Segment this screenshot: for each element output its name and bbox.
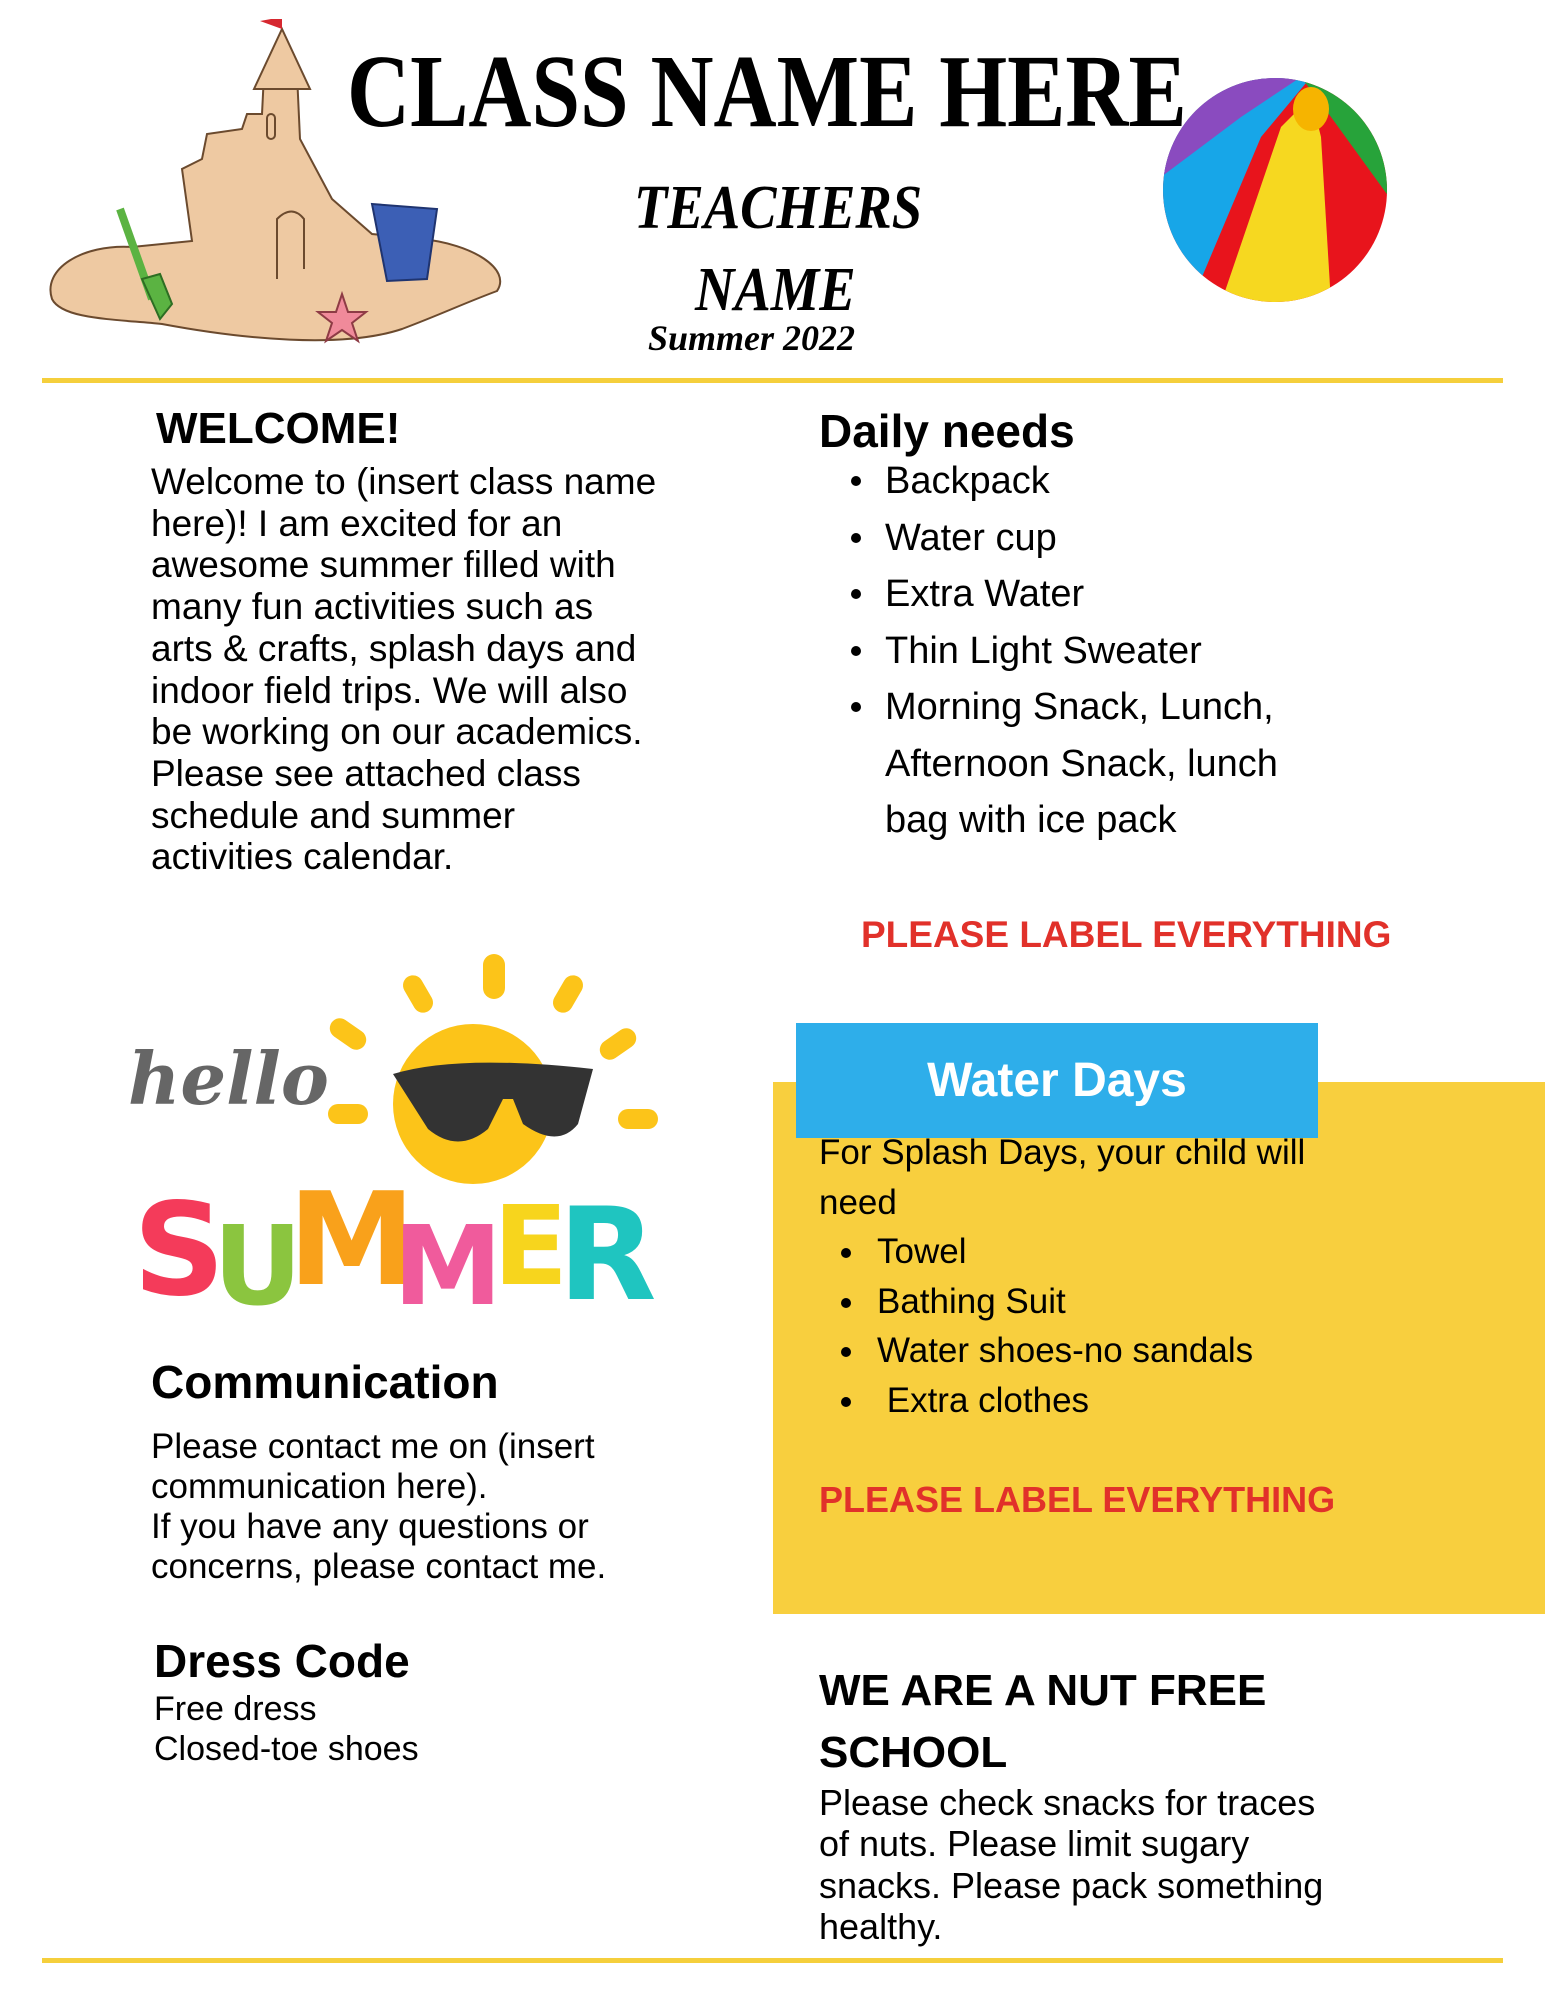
water-days-intro: [819, 1128, 1305, 1228]
nut-free-text: [819, 1782, 1323, 1947]
list-item: [851, 453, 1278, 510]
dress-code-line: Free dress: [154, 1690, 317, 1728]
list-item-text: Towel: [877, 1232, 967, 1271]
list-item-text: Water cup: [885, 516, 1057, 559]
welcome-line: Welcome to (insert class name: [151, 461, 657, 502]
list-item-text: Afternoon Snack, lunch: [885, 742, 1278, 785]
list-item: [851, 623, 1278, 680]
water-days-banner: [796, 1023, 1318, 1138]
dress-code-heading: Dress Code: [154, 1635, 410, 1687]
top-divider: [42, 378, 1503, 383]
communication-text: [151, 1427, 606, 1587]
list-item: [851, 679, 1278, 736]
daily-needs-list: [851, 453, 1278, 849]
communication-line: concerns, please contact me.: [151, 1547, 607, 1586]
welcome-line: Please see attached class: [151, 752, 581, 794]
svg-text:U: U: [213, 1202, 303, 1314]
beach-ball-illustration: [1161, 77, 1389, 303]
list-item: [841, 1326, 1253, 1376]
list-item-text: Morning Snack, Lunch,: [885, 686, 1274, 728]
list-item-text: Extra clothes: [877, 1380, 1090, 1420]
water-days-intro-line: For Splash Days, your child will: [819, 1133, 1306, 1172]
svg-text:hello: hello: [128, 1036, 329, 1121]
list-item: [841, 1277, 1253, 1327]
bottom-divider: [42, 1958, 1503, 1963]
welcome-line: indoor field trips. We will also: [151, 669, 628, 711]
svg-text:S: S: [133, 1176, 226, 1314]
nut-free-line: healthy.: [819, 1905, 943, 1947]
label-everything-notice: PLEASE LABEL EVERYTHING: [861, 914, 1392, 955]
teacher-name-line1: TEACHERS: [634, 174, 923, 242]
welcome-line: arts & crafts, splash days and: [151, 627, 637, 669]
water-days-heading: Water Days: [927, 1054, 1187, 1107]
welcome-heading: WELCOME!: [156, 404, 401, 453]
list-item: [841, 1227, 1253, 1277]
welcome-line: awesome summer filled with: [151, 544, 616, 586]
nut-free-line: of nuts. Please limit sugary: [819, 1823, 1250, 1865]
communication-line: Please contact me on (insert: [151, 1427, 595, 1466]
term-label: Summer 2022: [648, 318, 856, 358]
water-days-list: [841, 1227, 1253, 1425]
list-item-continuation: [851, 792, 1278, 849]
daily-needs-heading: Daily needs: [819, 405, 1075, 457]
communication-line: communication here).: [151, 1467, 488, 1506]
welcome-line: many fun activities such as: [151, 586, 594, 628]
welcome-line: be working on our academics.: [151, 711, 643, 753]
hello-summer-logo: [128, 954, 670, 1314]
nut-free-heading: [819, 1660, 1266, 1784]
list-item: [851, 566, 1278, 623]
class-name-title: CLASS NAME HERE: [347, 34, 1187, 149]
welcome-line: activities calendar.: [151, 836, 454, 878]
dress-code-text: [154, 1690, 419, 1769]
svg-text:E: E: [493, 1182, 569, 1310]
teacher-name-line2: NAME: [695, 256, 856, 324]
water-days-intro-line: need: [819, 1183, 897, 1222]
communication-line: If you have any questions or: [151, 1507, 589, 1546]
communication-heading: Communication: [151, 1356, 499, 1408]
welcome-text: [151, 461, 656, 878]
welcome-line: schedule and summer: [151, 794, 516, 836]
nut-free-line: Please check snacks for traces: [819, 1782, 1316, 1823]
list-item-text: bag with ice pack: [885, 799, 1177, 841]
list-item-continuation: [851, 736, 1278, 793]
nut-free-heading-line: SCHOOL: [819, 1728, 1008, 1777]
welcome-line: here)! I am excited for an: [151, 502, 563, 544]
water-days-label-notice: PLEASE LABEL EVERYTHING: [819, 1479, 1336, 1520]
dress-code-line: Closed-toe shoes: [154, 1729, 419, 1768]
svg-text:R: R: [558, 1181, 657, 1314]
nut-free-heading-line: WE ARE A NUT FREE: [819, 1666, 1267, 1715]
list-item-text: Backpack: [885, 460, 1050, 502]
list-item: [841, 1376, 1253, 1426]
list-item-text: Thin Light Sweater: [885, 629, 1202, 672]
list-item-text: Extra Water: [885, 573, 1085, 615]
svg-text:M: M: [288, 1166, 416, 1314]
list-item: [851, 510, 1278, 567]
list-item-text: Water shoes-no sandals: [877, 1331, 1254, 1370]
nut-free-line: snacks. Please pack something: [819, 1864, 1324, 1906]
svg-text:M: M: [393, 1202, 503, 1314]
list-item-text: Bathing Suit: [877, 1281, 1066, 1321]
